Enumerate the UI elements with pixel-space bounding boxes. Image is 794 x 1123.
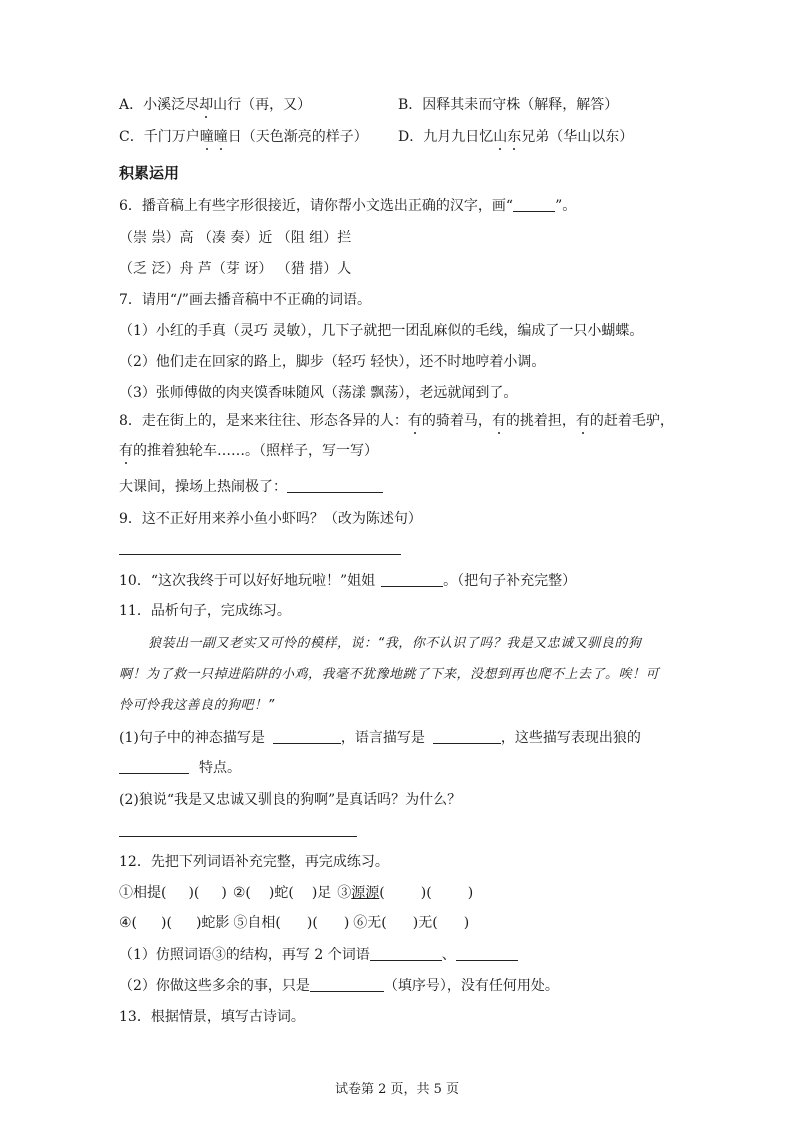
q11-sub-1-line-2: 特点。 [119,758,241,778]
q6-choices-row-2: （乏 泛）舟 芦（芽 讶） （猎 措）人 [119,261,352,277]
q7-sentence-1: （1）小红的手真（灵巧 灵敏），几下子就把一团乱麻似的毛线，编成了一只小蝴蝶。 [119,323,644,339]
question-13: 13．根据情景，填写古诗词。 [119,1009,305,1025]
question-9: 9．这不正好用来养小鱼小虾吗？（改为陈述句） [119,511,422,527]
answer-blank[interactable] [370,946,442,961]
answer-blank[interactable] [381,572,443,587]
q6-choices-row-1: （崇 祟）高 （凑 奏）近 （阻 组）拦 [119,230,352,246]
option-d: D．九月九日忆山东兄弟（华山以东） [398,129,634,145]
answer-blank[interactable] [456,946,518,961]
question-11: 11．品析句子，完成练习。 [119,603,291,619]
question-6: 6．播音稿上有些字形很接近，请你帮小文选出正确的汉字，画“ ”。 [119,198,577,214]
emphasis-dot-char: 曈 [213,129,228,145]
q7-sentence-2: （2）他们走在回家的路上，脚步（轻巧 轻快），还不时地哼着小调。 [119,354,546,370]
emphasis-dot-char: 有 [491,413,506,429]
q12-idioms-row-2: ④( )( )蛇影 ⑤自相( )( ) ⑥无( )无( ) [119,915,470,931]
q7-sentence-3: （3）张师傅做的肉夹馍香味随风（荡漾 飘荡），老远就闻到了。 [119,385,518,401]
emphasis-dot-char: 有 [407,413,422,429]
option-a: A．小溪泛尽却山行（再，又） [119,97,312,113]
option-c: C．千门万户曈曈日（天色渐亮的样子） [119,129,368,145]
q11-sub-1: (1)句子中的神态描写是 ，语言描写是 ，这些描写表现出狼的 [119,730,641,746]
question-12: 12．先把下列词语补充完整，再完成练习。 [119,854,389,870]
q11-passage-line-3: 怜可怜我这善良的狗吧！” [119,698,275,713]
answer-blank[interactable] [433,729,501,744]
emphasis-dot-char: 东 [507,129,522,145]
emphasis-dot-char: 有 [575,413,590,429]
question-8: 8．走在街上的，是来来往往、形态各异的人：有的骑着马，有的挑着担，有的赶着毛驴， [119,413,674,429]
answer-blank[interactable] [310,977,384,992]
q11-passage-line-1: 狼装出一副又老实又可怜的模样，说：“我，你不认识了吗？我是又忠诚又驯良的狗 [148,636,642,651]
question-10: 10．“这次我终于可以好好地玩啦！”姐姐 。（把句子补充完整） [119,573,577,589]
q9-answer-blank[interactable] [119,536,401,555]
emphasis-dot-char: 曈 [199,129,214,145]
answer-blank[interactable] [119,759,189,774]
q12-idioms-row-1: ①相提( )( ) ②( )蛇( )足 ③源源( )( ) [119,885,474,901]
emphasis-dot-char: 山 [493,129,508,145]
q11-answer-blank[interactable] [119,818,357,837]
page-footer: 试卷第 2 页，共 5 页 [334,1082,460,1097]
section-title: 积累运用 [119,164,180,182]
q12-sub-1: （1）仿照词语③的结构，再写 2 个词语 、 [119,945,518,965]
question-7: 7．请用“/”画去播音稿中不正确的词语。 [119,292,371,308]
q12-sub-2: （2）你做这些多余的事，只是 （填序号），没有任何用处。 [119,978,559,994]
q8-answer-line: 大课间，操场上热闹极了： [119,477,383,497]
emphasis-dot-char: 却 [199,97,214,113]
question-8-line-2: 有的推着独轮车……。（照样子，写一写） [119,443,378,459]
answer-blank[interactable] [287,478,383,493]
emphasis-dot-char: 有 [119,443,133,459]
q11-passage-line-2: 啊！为了救一只掉进陷阱的小鸡，我毫不犹豫地跳了下来，没想到再也爬不上去了。唉！可 [119,667,660,682]
option-b: B．因释其耒而守株（解释，解答） [398,97,619,113]
answer-blank[interactable] [273,729,341,744]
underline-marker [513,197,555,212]
q11-sub-2: (2)狼说“我是又忠诚又驯良的狗啊”是真话吗？为什么？ [119,792,462,808]
